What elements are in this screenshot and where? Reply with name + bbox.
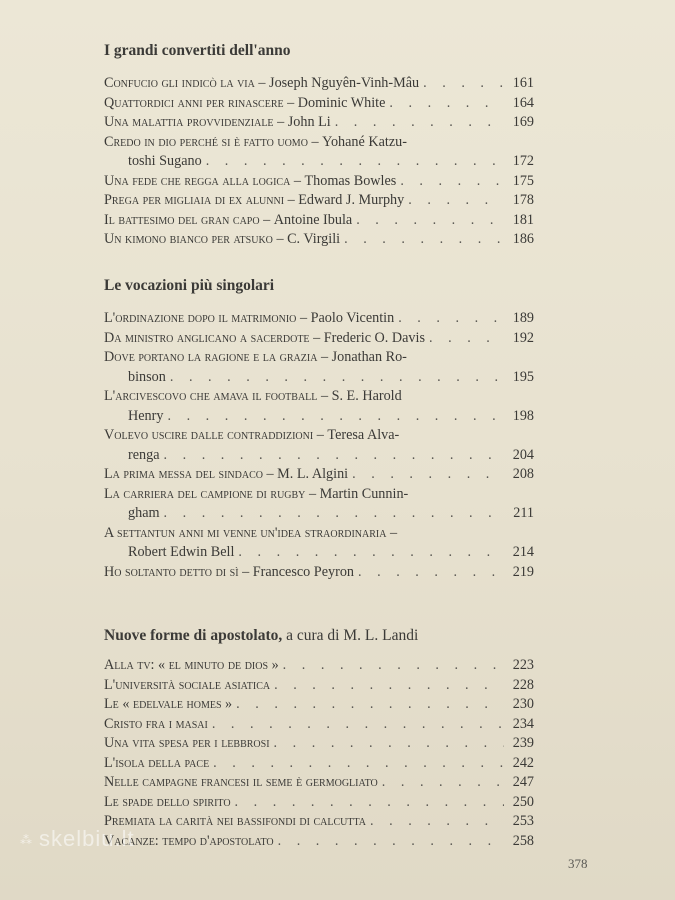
- entry-author: C. Virgili: [287, 231, 341, 247]
- entry-title: La carriera del campione di rugby: [104, 485, 306, 502]
- entry-title: L'ordinazione dopo il matrimonio: [104, 310, 297, 326]
- entry-title: L'arcivescovo che amava il football: [104, 388, 318, 404]
- entry-page-number: 198: [512, 407, 534, 424]
- folio-number: 378: [568, 856, 588, 871]
- section-3: [104, 625, 534, 851]
- leader-dots: [164, 446, 504, 466]
- toc-entry-line: [104, 656, 534, 676]
- entry-title: La prima messa del sindaco: [104, 466, 263, 482]
- entry-author-sep: –: [290, 172, 305, 189]
- entry-author-continued: Robert Edwin Bell: [128, 544, 235, 560]
- entry-list: [104, 309, 534, 582]
- toc-entry-line: [104, 504, 534, 524]
- entry-title: Ho soltanto detto di sì: [104, 563, 239, 580]
- leader-dots: [370, 812, 504, 832]
- toc-entry: [104, 133, 534, 172]
- entry-page-number: 208: [512, 466, 534, 482]
- toc-entry-line: [104, 309, 534, 329]
- section-2: [104, 275, 534, 582]
- entry-title: L'isola della pace: [104, 754, 210, 771]
- entry-author-sep: –: [273, 114, 288, 130]
- toc-entry-line: [104, 152, 534, 172]
- entry-author: Yohané Katzu-: [322, 133, 407, 150]
- entry-title: Premiata la carità nei bassifondi di calcutta: [104, 813, 367, 829]
- toc-entry-line: [104, 74, 534, 94]
- entry-title: Vacanze: tempo d'apostolato: [104, 832, 274, 849]
- leader-dots: [213, 754, 504, 774]
- entry-title: L'università sociale asiatica: [104, 676, 271, 693]
- entry-title: Il battesimo del gran capo: [104, 211, 260, 228]
- toc-entry-line: [104, 465, 534, 485]
- entry-page-number: 219: [512, 563, 534, 580]
- entry-page-number: 247: [512, 774, 534, 790]
- entry-page-number: 253: [512, 813, 534, 829]
- entry-list: [104, 74, 534, 250]
- entry-page-number: 211: [513, 505, 534, 521]
- entry-author-sep: –: [309, 329, 324, 346]
- toc-entry: [104, 695, 534, 715]
- toc-entry: [104, 773, 534, 793]
- entry-page-number: 239: [512, 735, 534, 751]
- entry-author: Thomas Bowles: [304, 172, 397, 189]
- toc-entry-line: [104, 695, 534, 715]
- entry-title: Una fede che regga alla logica: [104, 172, 291, 189]
- toc-entry-line: [104, 387, 534, 407]
- entry-title: Da ministro anglicano a sacerdote: [104, 329, 310, 346]
- entry-author-sep: –: [262, 466, 278, 482]
- leader-dots: [274, 734, 504, 754]
- entry-list: [104, 656, 534, 851]
- entry-author: M. L. Algini: [277, 466, 349, 482]
- entry-page-number: 234: [512, 715, 534, 732]
- entry-title: Le spade dello spirito: [104, 793, 231, 810]
- entry-page-number: 214: [512, 544, 534, 560]
- toc-entry-line: [104, 676, 534, 696]
- toc-entry: [104, 113, 534, 133]
- toc-entry-line: [104, 94, 534, 114]
- toc-entry-line: [104, 230, 534, 250]
- toc-entry: [104, 387, 534, 426]
- section-title: I grandi convertiti dell'anno: [104, 42, 291, 59]
- toc-entry: [104, 465, 534, 485]
- section-1: [104, 40, 534, 250]
- entry-page-number: 230: [512, 696, 534, 712]
- entry-title: Alla tv: « el minuto de dios »: [104, 657, 279, 673]
- entry-author: Frederic O. Davis: [323, 329, 425, 346]
- toc-entry: [104, 812, 534, 832]
- toc-entry: [104, 309, 534, 329]
- entry-author: Dominic White: [297, 94, 386, 111]
- leader-dots: [408, 191, 504, 211]
- entry-page-number: 186: [512, 231, 534, 247]
- section-editor: a cura di M. L. Landi: [282, 627, 419, 644]
- toc-entry-line: [104, 563, 534, 583]
- toc-entry-line: [104, 172, 534, 192]
- watermark: ⁂ skelbiu.lt: [20, 826, 135, 851]
- entry-author-continued: Henry: [128, 407, 164, 424]
- entry-page-number: 258: [512, 832, 534, 849]
- entry-author-sep: –: [259, 211, 274, 228]
- toc-entry-line: [104, 211, 534, 231]
- entry-page-number: 169: [512, 114, 534, 130]
- leader-dots: [170, 368, 504, 388]
- entry-author-continued: gham: [128, 505, 160, 521]
- toc-entry: [104, 832, 534, 852]
- toc-entry: [104, 230, 534, 250]
- entry-page-number: 164: [512, 94, 534, 111]
- toc-entry: [104, 656, 534, 676]
- entry-author-sep: –: [238, 563, 253, 580]
- entry-title: Prega per migliaia di ex alunni: [104, 192, 285, 208]
- entry-page-number: 250: [512, 793, 534, 810]
- leader-dots: [389, 94, 504, 114]
- toc-entry-line: [104, 426, 534, 446]
- entry-author-sep: –: [272, 231, 288, 247]
- entry-author-sep: –: [307, 133, 323, 150]
- leader-dots: [283, 656, 504, 676]
- leader-dots: [429, 329, 504, 349]
- toc-entry-line: [104, 329, 534, 349]
- toc-entry: [104, 426, 534, 465]
- entry-author-continued: renga: [128, 446, 160, 463]
- leader-dots: [236, 695, 504, 715]
- entry-title: Credo in dio perché si è fatto uomo: [104, 133, 308, 150]
- leader-dots: [274, 676, 504, 696]
- leader-dots: [164, 504, 504, 524]
- toc-entry-line: [104, 113, 534, 133]
- entry-author: Antoine Ibula: [273, 211, 353, 228]
- entry-author-sep: –: [317, 388, 332, 404]
- entry-title: Dove portano la ragione e la grazia: [104, 349, 318, 365]
- entry-author-sep: –: [305, 485, 320, 502]
- entry-page-number: 195: [512, 368, 534, 385]
- entry-title: Un kimono bianco per atsuko: [104, 231, 273, 247]
- toc-entry: [104, 676, 534, 696]
- leader-dots: [238, 543, 504, 563]
- toc-entry: [104, 191, 534, 211]
- leader-dots: [358, 563, 504, 583]
- entry-page-number: 242: [512, 754, 534, 771]
- entry-page-number: 178: [512, 192, 534, 208]
- toc-entry-line: [104, 812, 534, 832]
- entry-author-sep: –: [313, 427, 328, 443]
- toc-entry-line: [104, 793, 534, 813]
- entry-title: Una vita spesa per i lebbrosi: [104, 735, 270, 751]
- entry-author: Teresa Alva-: [327, 427, 400, 443]
- toc-entry-line: [104, 715, 534, 735]
- toc-entry: [104, 172, 534, 192]
- entry-page-number: 175: [512, 172, 534, 189]
- leader-dots: [335, 113, 504, 133]
- entry-author-continued: toshi Sugano: [128, 153, 202, 169]
- toc-entry-line: [104, 191, 534, 211]
- toc-entry-line: [104, 754, 534, 774]
- entry-title: Volevo uscire dalle contraddizioni: [104, 427, 314, 443]
- leader-dots: [212, 715, 504, 735]
- entry-page-number: 189: [512, 310, 534, 326]
- toc-entry: [104, 485, 534, 524]
- toc-entry: [104, 563, 534, 583]
- leader-dots: [344, 230, 504, 250]
- leader-dots: [352, 465, 504, 485]
- entry-title: Le « edelvale homes »: [104, 696, 233, 712]
- entry-author-sep: –: [284, 192, 299, 208]
- entry-author: Edward J. Murphy: [298, 192, 405, 208]
- entry-author: John Li: [287, 114, 331, 130]
- entry-title: Cristo fra i masai: [104, 715, 208, 732]
- entry-author-sep: –: [317, 349, 332, 365]
- toc-entry-line: [104, 832, 534, 852]
- toc-entry-line: [104, 446, 534, 466]
- section-title: Le vocazioni più singolari: [104, 277, 275, 294]
- entry-title: Quattordici anni per rinascere: [104, 94, 284, 111]
- entry-page-number: 181: [512, 211, 534, 228]
- entry-page-number: 192: [512, 329, 534, 346]
- entry-author: S. E. Harold: [331, 388, 402, 404]
- entry-title: Nelle campagne francesi il seme è germogliato: [104, 774, 378, 790]
- entry-author-sep: –: [254, 75, 270, 91]
- toc-entry: [104, 754, 534, 774]
- entry-page-number: 172: [512, 153, 534, 169]
- leader-dots: [423, 74, 504, 94]
- leader-dots: [235, 793, 504, 813]
- toc-entry-line: [104, 734, 534, 754]
- toc-entry: [104, 793, 534, 813]
- leader-dots: [206, 152, 504, 172]
- entry-author-sep: –: [296, 310, 311, 326]
- toc-entry-line: [104, 485, 534, 505]
- entry-page-number: 223: [512, 657, 534, 673]
- toc-entry: [104, 329, 534, 349]
- entry-author: Jonathan Ro-: [331, 349, 407, 365]
- entry-author-sep: –: [386, 524, 398, 541]
- toc-entry: [104, 348, 534, 387]
- toc-entry: [104, 715, 534, 735]
- entry-page-number: 161: [512, 75, 534, 91]
- toc-entry: [104, 74, 534, 94]
- entry-page-number: 228: [512, 676, 534, 693]
- entry-author-continued: binson: [128, 368, 166, 385]
- entry-author: Martin Cunnin-: [319, 485, 409, 502]
- entry-title: Una malattia provvidenziale: [104, 114, 274, 130]
- entry-author: Paolo Vicentin: [310, 310, 395, 326]
- toc-entry-line: [104, 773, 534, 793]
- toc-entry: [104, 524, 534, 563]
- toc-entry-line: [104, 133, 534, 153]
- leader-dots: [167, 407, 504, 427]
- entry-author-sep: –: [283, 94, 298, 111]
- toc-entry-line: [104, 407, 534, 427]
- entry-page-number: 204: [512, 446, 534, 463]
- entry-title: A settantun anni mi venne un'idea straordinaria: [104, 524, 387, 541]
- section-title: Nuove forme di apostolato, a cura di M. L. Landi: [104, 627, 419, 644]
- leader-dots: [356, 211, 504, 231]
- leader-dots: [278, 832, 504, 852]
- toc-entry-line: [104, 348, 534, 368]
- toc-entry: [104, 94, 534, 114]
- leader-dots: [398, 309, 504, 329]
- leader-dots: [382, 773, 504, 793]
- toc-entry-line: [104, 368, 534, 388]
- leader-dots: [400, 172, 504, 192]
- entry-author: Francesco Peyron: [252, 563, 355, 580]
- toc-entry: [104, 211, 534, 231]
- dots-icon: ⁂: [20, 833, 33, 848]
- entry-author: Joseph Nguyên-Vinh-Mâu: [269, 75, 420, 91]
- toc-entry-line: [104, 524, 534, 544]
- toc-entry: [104, 734, 534, 754]
- toc-entry-line: [104, 543, 534, 563]
- entry-title: Confucio gli indicò la via: [104, 75, 255, 91]
